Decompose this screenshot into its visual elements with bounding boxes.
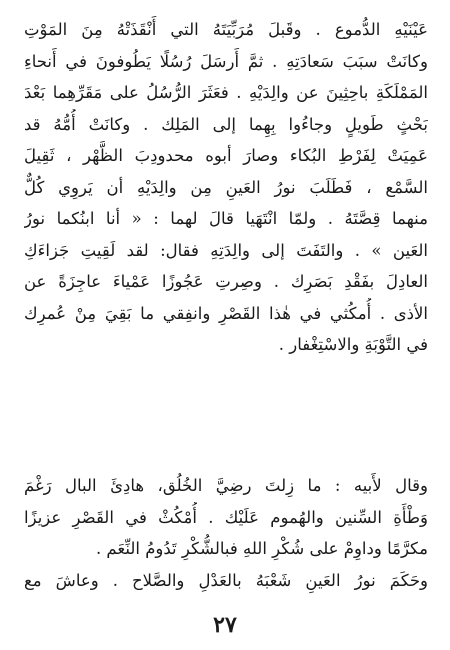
text-line: عَمِيَتْ لِفَرْطِ البُكاء وصارَ أبوه محدودِبَ الظَّهْر ، ثَقِيلَ	[24, 146, 428, 165]
text-line: الأذى . أُمكُثي في هٰذا القَصْرِ وانفِقي ما بَقِيَ مِنْ عُمرِك	[24, 303, 428, 323]
text-line: العَين » . والتَفَتَ إلى والِدَتِهِ فقال: لقد لَقِيتِ جَزاءَكِ	[24, 240, 428, 260]
text-line: وَطْأَةِ السِّنين والهُموم عَلَيْك . أُمْكُثْ في القَصْرِ عزيزًا	[24, 507, 428, 527]
text-line: عَيْنَيْهِ الدُّموع . وقَبلَ مُرَبِّيَتَهُ التي أَنْقَذَتْهُ مِنَ المَوْتِ	[24, 20, 428, 39]
paragraph	[24, 470, 428, 565]
text-line: مكرَّمًا وداوِمْ على شُكْرِ اللهِ فبالشُّكْرِ تَدُومُ النِّعَم .	[95, 539, 428, 558]
text-line: السَّمْع ، فَطَلَبَ نورُ العَينِ مِن والِدَيْهِ أن يَروِي كُلٌّ	[24, 177, 428, 197]
text-line: وحَكَمَ نورُ العَينِ شَعْبَهُ بالعَدْلِ والصَّلاح . وعاشَ مع	[24, 571, 428, 590]
text-line: في التَّوْبَةِ والاسْتِغْفار .	[278, 335, 428, 354]
text-line: وقال لأَبيه : ما زِلتَ رضِيَّ الخُلُق، هادِئَ البال رَغْمَ	[24, 476, 428, 495]
text-line: منهما قِصَّتَهُ . ولمّا انْتَهَيا قالَ لهما : « أنا ابنُكما نورُ	[24, 209, 428, 228]
text-line: وكانَتْ سبَبَ سَعادَتِهِ . ثمَّ أَرسَلَ رُسُلًا يَطُوفونَ في أَنحاءِ	[24, 51, 428, 71]
text-line: المَمْلَكَةِ باحِثِينَ عن والِدَيْهِ . فعَثَرَ الرُّسُلُ على مَقَرِّهِما بَعْدَ	[24, 83, 428, 102]
paragraph	[24, 14, 428, 361]
page-number: ٢٧	[213, 612, 237, 638]
text-line: بَحْثٍ طَويلٍ وجاءُوا بِهِما إلى المَلِك . وكانَتْ أُمُّهُ قد	[24, 114, 428, 134]
paragraph	[24, 565, 428, 597]
text-line: العادِلَ بفَقْدِ بَصَرِك . وصِرتِ عَجُوزًا عَمْياءَ عاجِزَةً عن	[24, 272, 428, 291]
